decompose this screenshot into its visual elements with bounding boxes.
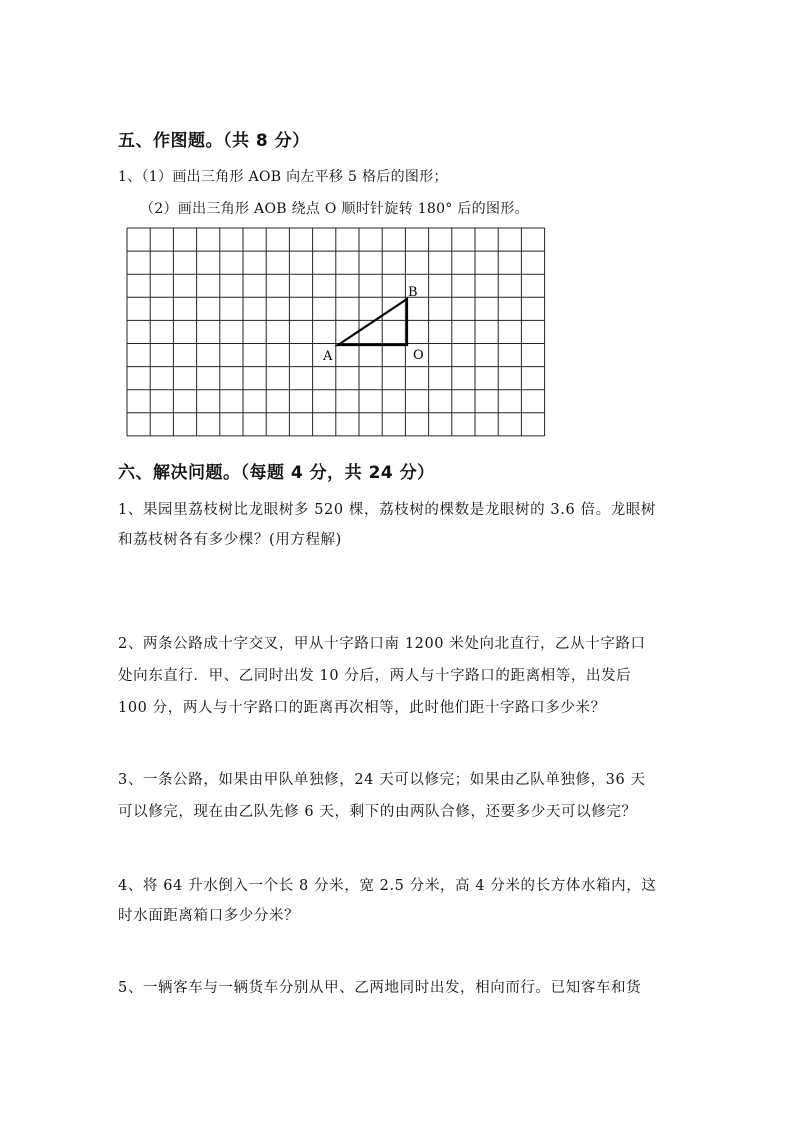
triangle-aob [338, 299, 407, 345]
point-label-o: O [413, 348, 424, 363]
question-6-1-line-1: 1、果园里荔枝树比龙眼树多 520 棵，荔枝树的棵数是龙眼树的 3.6 倍。龙眼树 [118, 502, 656, 518]
question-6-2-line-3: 100 分，两人与十字路口的距离再次相等，此时他们距十字路口多少米？ [118, 700, 606, 716]
question-6-5-line-1: 5、一辆客车与一辆货车分别从甲、乙两地同时出发，相向而行。已知客车和货 [118, 980, 642, 996]
question-6-4-line-2: 时水面距离箱口多少分米？ [118, 908, 300, 924]
question-5-1-part-1: 1、（1）画出三角形 AOB 向左平移 5 格后的图形； [118, 169, 448, 185]
question-6-4-line-1: 4、将 64 升水倒入一个长 8 分米，宽 2.5 分米，高 4 分米的长方体水箱内，这 [118, 878, 657, 894]
section-6-title: 六、解决问题。（每题 4 分，共 24 分） [118, 463, 435, 483]
question-6-2-line-1: 2、两条公路成十字交叉，甲从十字路口南 1200 米处向北直行，乙从十字路口 [118, 636, 646, 652]
question-6-1-line-2: 和荔枝树各有多少棵？(用方程解) [118, 532, 342, 548]
grid-lines [127, 228, 545, 436]
point-label-b: B [408, 285, 418, 300]
question-6-3-line-1: 3、一条公路，如果由甲队单独修，24 天可以修完；如果由乙队单独修，36 天 [118, 772, 646, 788]
question-6-2-line-2: 处向东直行．甲、乙同时出发 10 分后，两人与十字路口的距离相等，出发后 [118, 668, 632, 684]
section-5-title: 五、作图题。（共 8 分） [118, 131, 310, 151]
point-label-a: A [323, 349, 333, 364]
question-6-3-line-2: 可以修完，现在由乙队先修 6 天，剩下的由两队合修，还要多少天可以修完？ [118, 804, 637, 820]
question-5-1-part-2: （2）画出三角形 AOB 绕点 O 顺时针旋转 180° 后的图形。 [140, 201, 529, 217]
